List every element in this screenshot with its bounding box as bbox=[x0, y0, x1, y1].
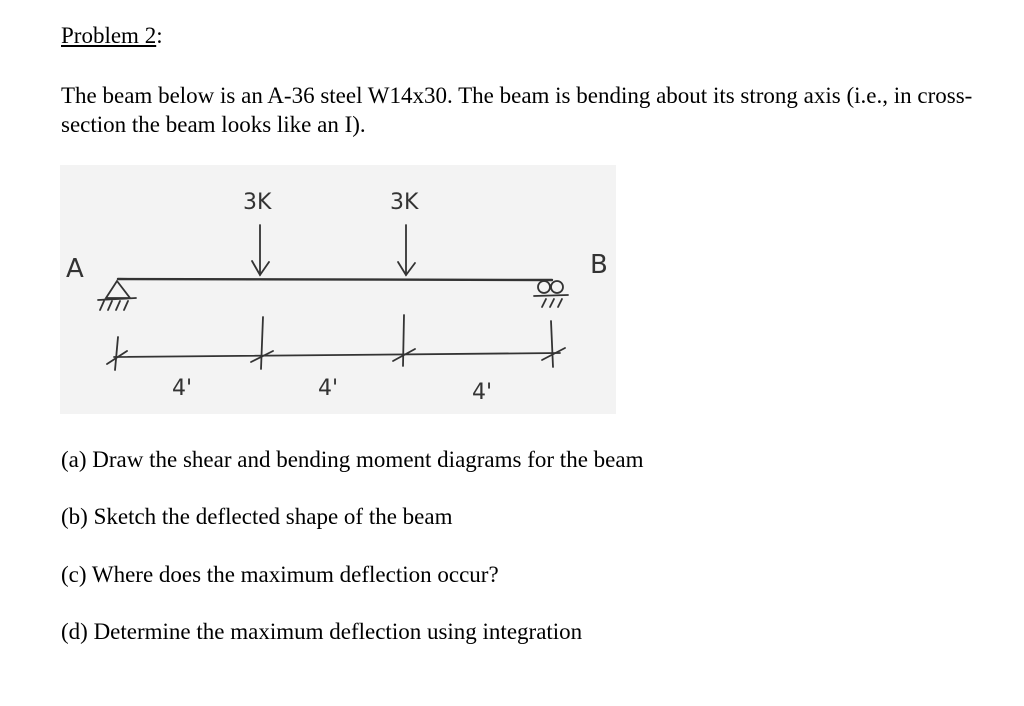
load-label-1: 3K bbox=[243, 190, 272, 215]
beam-line bbox=[118, 279, 552, 280]
question-d: (d) Determine the maximum deflection using integration bbox=[61, 619, 583, 644]
beam-sketch bbox=[60, 165, 616, 414]
problem-label: Problem 2 bbox=[61, 23, 157, 48]
load-label-2: 3K bbox=[390, 190, 419, 215]
load-arrow-1-icon bbox=[252, 225, 269, 275]
question-a: (a) Draw the shear and bending moment diagrams for the beam bbox=[61, 447, 644, 472]
roller-support-icon bbox=[534, 281, 568, 307]
support-label-b: B bbox=[590, 250, 608, 280]
pin-support-icon bbox=[98, 281, 136, 310]
span-label-3: 4' bbox=[472, 380, 493, 405]
support-label-a: A bbox=[66, 254, 84, 284]
beam-diagram bbox=[60, 165, 616, 414]
problem-statement: The beam below is an A-36 steel W14x30. The beam is bending about its strong axis (i.e., in cross-section the beam looks like an I). bbox=[61, 83, 973, 137]
span-label-2: 4' bbox=[318, 376, 339, 401]
span-label-1: 4' bbox=[172, 376, 193, 401]
question-c: (c) Where does the maximum deflection occur? bbox=[61, 562, 499, 587]
problem-colon: : bbox=[156, 23, 163, 48]
dimension-line bbox=[107, 315, 565, 370]
load-arrow-2-icon bbox=[398, 225, 415, 275]
problem-heading bbox=[61, 22, 163, 50]
question-b: (b) Sketch the deflected shape of the beam bbox=[61, 504, 453, 529]
